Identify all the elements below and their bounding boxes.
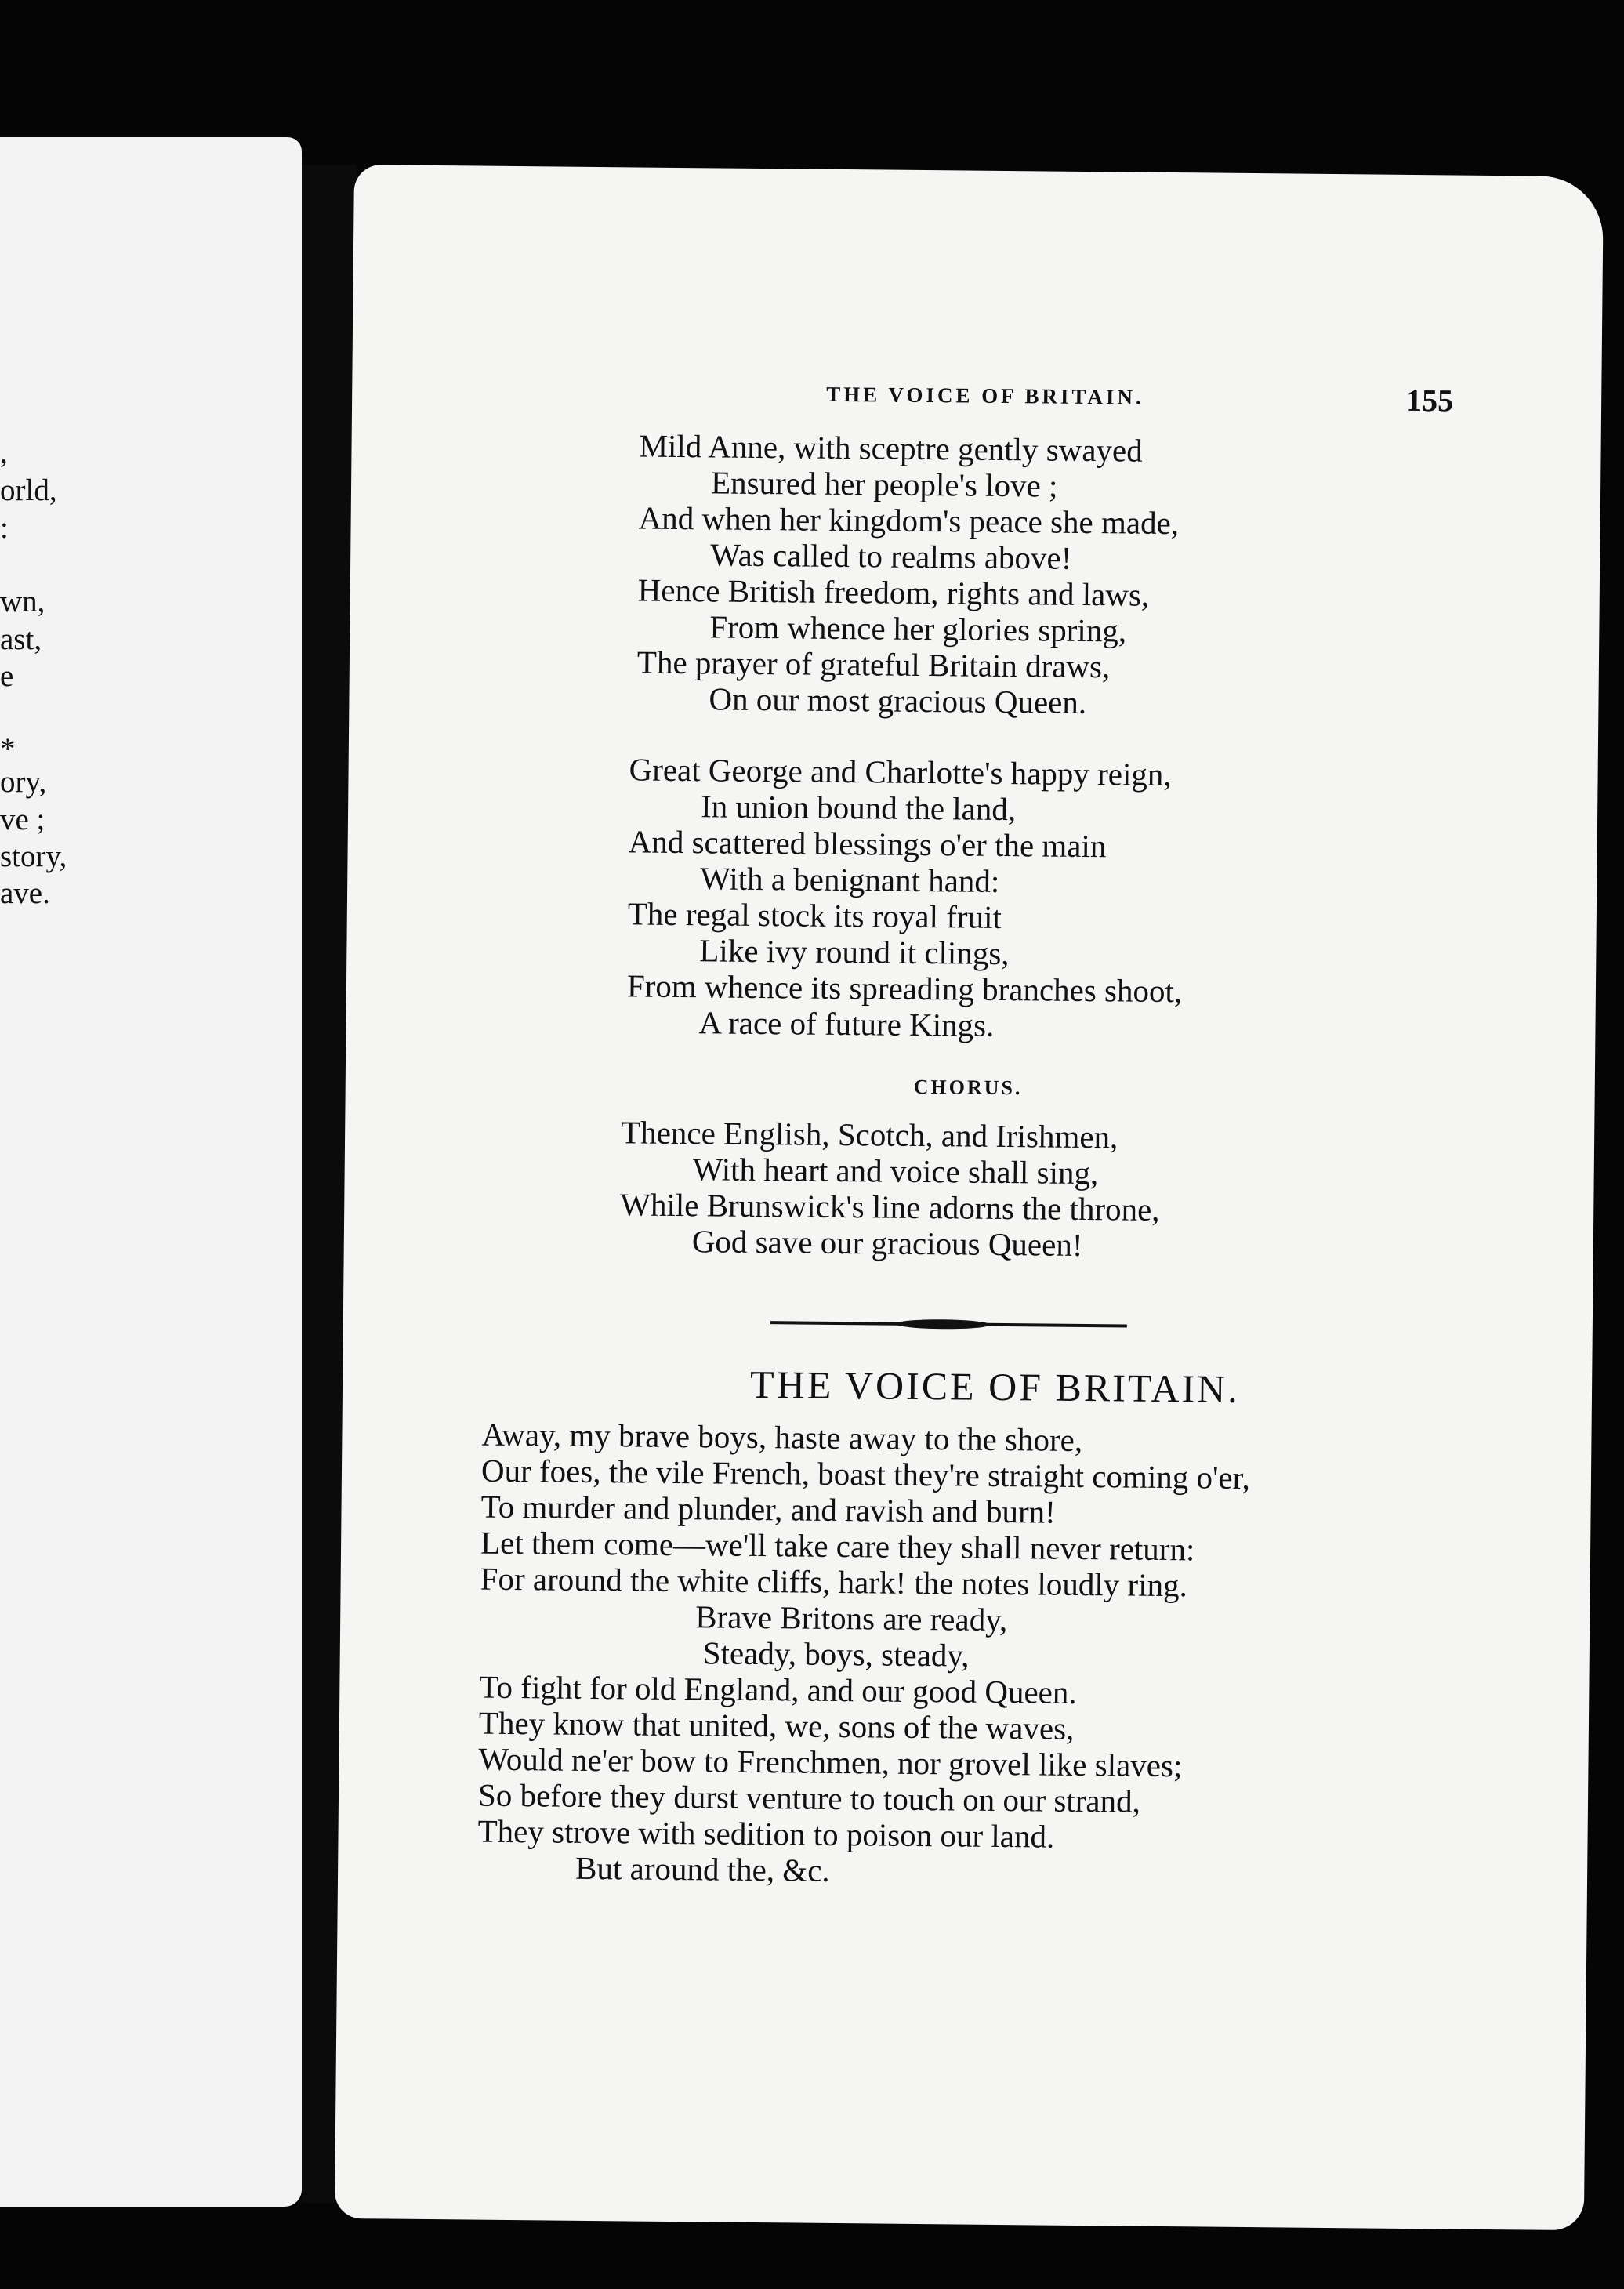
- verse-line: The prayer of grateful Britain draws,: [636, 644, 1111, 685]
- left-fragment: :: [0, 511, 9, 545]
- verse-line: On our most gracious Queen.: [709, 680, 1087, 720]
- poem-body: [477, 1417, 1251, 1892]
- verse-line: To murder and plunder, and ravish and burn!: [480, 1488, 1057, 1530]
- verse-line: The regal stock its royal fruit: [627, 895, 1002, 935]
- verse-line: They strove with sedition to poison our land.: [477, 1812, 1055, 1855]
- verse-line: And when her kingdom's peace she made,: [638, 499, 1180, 542]
- stanza-1: [636, 428, 1180, 722]
- chorus-label: CHORUS.: [913, 1075, 1023, 1100]
- chorus: [620, 1114, 1161, 1264]
- verse-line: But around the, &c.: [575, 1849, 830, 1888]
- verse-line: In union bound the land,: [700, 788, 1017, 828]
- verse-line: With heart and voice shall sing,: [692, 1151, 1099, 1192]
- verse-line: Ensured her people's love ;: [710, 464, 1058, 504]
- verse-line: Brave Britons are ready,: [695, 1598, 1008, 1638]
- poem-title: THE VOICE OF BRITAIN.: [749, 1362, 1241, 1411]
- verse-line: God save our gracious Queen!: [691, 1223, 1083, 1263]
- right-page: [335, 165, 1604, 2230]
- verse-line: While Brunswick's line adorns the throne,: [620, 1186, 1160, 1228]
- verse-line: From whence her glories spring,: [709, 608, 1127, 649]
- verse-line: Steady, boys, steady,: [702, 1634, 970, 1674]
- verse-line: Mild Anne, with sceptre gently swayed: [639, 427, 1143, 469]
- running-title: THE VOICE OF BRITAIN.: [826, 382, 1144, 409]
- left-fragment: ory,: [0, 765, 47, 799]
- left-fragment: orld,: [0, 473, 57, 507]
- left-fragment: ast,: [0, 622, 42, 656]
- verse-line: Great George and Charlotte's happy reign,: [629, 751, 1172, 793]
- verse-line: For around the white cliffs, hark! the notes loudly ring.: [480, 1560, 1188, 1604]
- verse-line: To fight for old England, and our good Queen.: [479, 1668, 1077, 1710]
- section-divider: [770, 1321, 1127, 1327]
- verse-line: A race of future Kings.: [698, 1004, 995, 1043]
- left-fragment: e: [0, 659, 14, 693]
- verse-line: From whence its spreading branches shoot,: [626, 967, 1183, 1010]
- left-page: [0, 137, 302, 2207]
- verse-line: With a benignant hand:: [700, 860, 1000, 899]
- verse-line: Was called to realms above!: [710, 536, 1072, 576]
- left-fragment: wn,: [0, 585, 45, 619]
- verse-line: Let them come—we'll take care they shall never return:: [480, 1524, 1195, 1568]
- left-fragment: story,: [0, 840, 67, 873]
- verse-line: Like ivy round it clings,: [699, 932, 1010, 972]
- verse-line: Hence British freedom, rights and laws,: [637, 571, 1150, 613]
- page-header: [352, 378, 1602, 437]
- left-fragment: *: [0, 732, 16, 766]
- verse-line: And scattered blessings o'er the main: [628, 823, 1107, 865]
- left-fragment: ,: [0, 436, 8, 470]
- page-number: 155: [1405, 382, 1454, 419]
- verse-line: So before they durst venture to touch on our strand,: [477, 1776, 1141, 1819]
- left-fragment: ave.: [0, 876, 50, 910]
- verse-line: Would ne'er bow to Frenchmen, nor grovel like slaves;: [478, 1740, 1183, 1784]
- verse-line: Away, my brave boys, haste away to the shore,: [481, 1416, 1083, 1458]
- left-fragment: ve ;: [0, 803, 45, 836]
- verse-line: They know that united, we, sons of the waves,: [478, 1704, 1075, 1747]
- verse-line: Our foes, the vile French, boast they're straight coming o'er,: [480, 1452, 1251, 1496]
- stanza-2: [626, 751, 1184, 1045]
- verse-line: Thence English, Scotch, and Irishmen,: [620, 1114, 1118, 1155]
